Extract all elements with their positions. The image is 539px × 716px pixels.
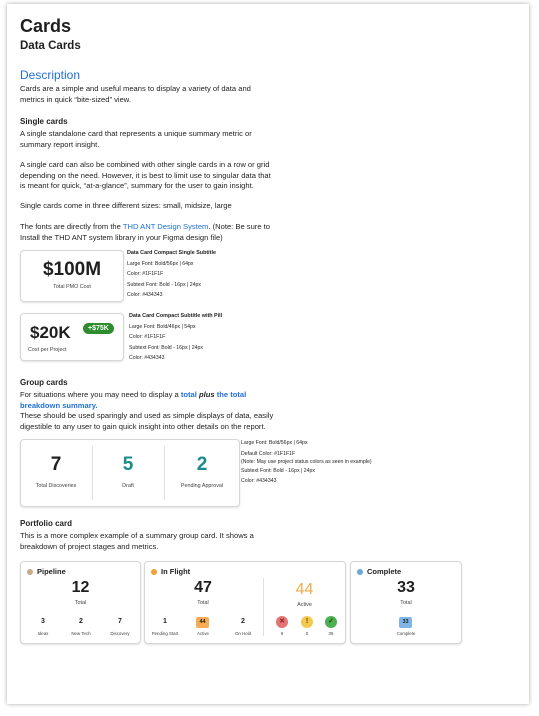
inflight-item-label: Pending Start — [151, 631, 179, 636]
card-label: Cost per Project — [28, 347, 67, 353]
card-value: $100M — [42, 259, 102, 280]
pill-badge: +$75K — [83, 323, 114, 334]
status-value: 35 — [328, 631, 334, 636]
check-circle-icon: ✓ — [325, 616, 337, 628]
portfolio-p: This is a more complex example of a summary group card. It shows a breakdown of project stages and metrics. — [20, 531, 254, 551]
card-value: $20K — [30, 323, 71, 342]
fonts-note-post: . (Note: Be sure to Install the THD ANT system library in your Figma design file) — [20, 222, 270, 242]
card2-spec-line: Color: #1F1F1F — [129, 334, 166, 340]
card-label: Total PMO Cost — [53, 284, 91, 290]
group-cards-p2: These should be used sparingly and used as simple displays of data, easily digestible to any user to gain quick insight into other details on the report. — [20, 411, 274, 431]
pipeline-dot-icon — [27, 569, 33, 575]
warning-circle-icon: ! — [301, 616, 313, 628]
portfolio-card-heading: Portfolio card — [20, 519, 73, 528]
pipeline-total: 12 — [71, 579, 90, 596]
group-spec-line: Default Color: #1F1F1F — [241, 450, 296, 457]
card2-spec-line: Color: #434343 — [129, 355, 165, 361]
card1-spec-line: Large Font: Bold/56px | 64px — [127, 260, 194, 267]
inflight-total-label: Total — [197, 600, 209, 606]
complete-total: 33 — [397, 579, 415, 596]
group-spec-line: Large Font: Bold/56px | 64px — [241, 440, 308, 446]
inflight-card — [144, 561, 346, 644]
complete-dot-icon — [357, 569, 363, 575]
group-cards-p1 — [20, 390, 265, 411]
pipeline-card — [20, 561, 141, 644]
single-cards-p3: Single cards come in three different sizes: small, midsize, large — [20, 201, 232, 210]
group-item-value: 7 — [50, 454, 62, 475]
pipeline-item-label: Ideas — [37, 631, 49, 636]
inflight-active-label: Active — [297, 602, 312, 608]
status-value: 9 — [280, 631, 284, 636]
section-heading-description: Description — [20, 68, 81, 82]
group-item-label: Total Discoveries — [35, 483, 77, 489]
complete-card — [350, 561, 462, 644]
card2-spec-title: Data Card Compact Subtitle with Pill — [129, 313, 223, 319]
group-cards-heading: Group cards — [20, 378, 68, 387]
pipeline-item-value: 2 — [79, 618, 83, 625]
group-item-label: Draft — [122, 483, 134, 489]
single-cards-p1: A single standalone card that represents a unique summary metric or summary report insight. — [20, 129, 252, 149]
pipeline-item-value: 7 — [118, 618, 122, 625]
single-cards-heading: Single cards — [20, 117, 68, 126]
card2-spec-line: Large Font: Bold/46px | 54px — [129, 323, 196, 330]
group-p1-total: total — [180, 390, 197, 399]
x-circle-icon: ✕ — [276, 616, 288, 628]
complete-square: 33 — [399, 617, 412, 628]
inflight-item-label: On Hold — [234, 631, 252, 636]
card1-spec-title: Data Card Compact Single Subtitle — [127, 250, 216, 256]
inflight-active-total: 44 — [295, 581, 314, 598]
card1-spec-line: Subtext Font: Bold - 16px | 24px — [127, 281, 202, 288]
inflight-title: In Flight — [151, 567, 190, 576]
data-card-compact-with-pill — [20, 313, 124, 361]
inflight-active-square: 44 — [196, 617, 209, 628]
fonts-note — [20, 222, 275, 243]
inflight-item-value: 1 — [163, 618, 167, 625]
pipeline-title: Pipeline — [27, 567, 66, 576]
inflight-item-label: Active — [197, 631, 209, 636]
inflight-dot-icon — [151, 569, 157, 575]
fonts-note-pre: The fonts are directly from the — [20, 222, 123, 231]
card1-spec — [127, 248, 277, 301]
pipeline-item-label: New Tech — [71, 631, 91, 636]
inflight-total: 47 — [194, 579, 212, 596]
group-spec-line: Subtext Font: Bold - 16px | 24px — [241, 467, 316, 474]
intro-text: Cards are a simple and useful means to display a variety of data and metrics in quick “bite-sized” view. — [20, 84, 251, 104]
pipeline-item-value: 3 — [41, 618, 45, 625]
complete-title: Complete — [357, 567, 401, 576]
group-p1-plus: plus — [196, 390, 215, 399]
card2-spec-line: Subtext Font: Bold - 16px | 24px — [129, 344, 204, 351]
pipeline-item-label: Discovery — [110, 631, 130, 636]
pipeline-total-label: Total — [74, 600, 87, 606]
group-spec — [241, 438, 421, 487]
document-page — [7, 4, 529, 704]
inflight-item-value: 2 — [241, 618, 245, 625]
data-card-compact-single — [20, 250, 124, 302]
group-p1-pre: For situations where you may need to display a — [20, 390, 181, 399]
group-item-value: 5 — [122, 454, 134, 475]
complete-total-label: Total — [400, 600, 412, 606]
group-item-value: 2 — [196, 454, 208, 475]
complete-item-label: Complete — [396, 631, 416, 636]
card2-spec — [129, 311, 279, 364]
card1-spec-line: Color: #1F1F1F — [127, 271, 164, 277]
single-cards-p2: A single card can also be combined with other single cards in a row or grid depending on the need. However, it is best to limit use to singular data that is meant for quick, “at-a-glance”, summary for the user to gain insight. — [20, 160, 271, 190]
status-value: 0 — [305, 631, 309, 636]
card1-spec-line: Color: #434343 — [127, 292, 163, 298]
group-spec-line: (Note: May use project status colors as seen in example) — [241, 458, 372, 465]
group-item-label: Pending Approval — [180, 483, 224, 489]
page-subtitle: Data Cards — [20, 40, 81, 52]
group-card — [20, 439, 240, 507]
page-title: Cards — [20, 16, 72, 36]
thd-ant-link[interactable]: THD ANT Design System — [122, 222, 209, 231]
group-spec-line: Color: #434343 — [241, 478, 277, 484]
group-p1-rest: the total breakdown summary. — [20, 390, 247, 410]
